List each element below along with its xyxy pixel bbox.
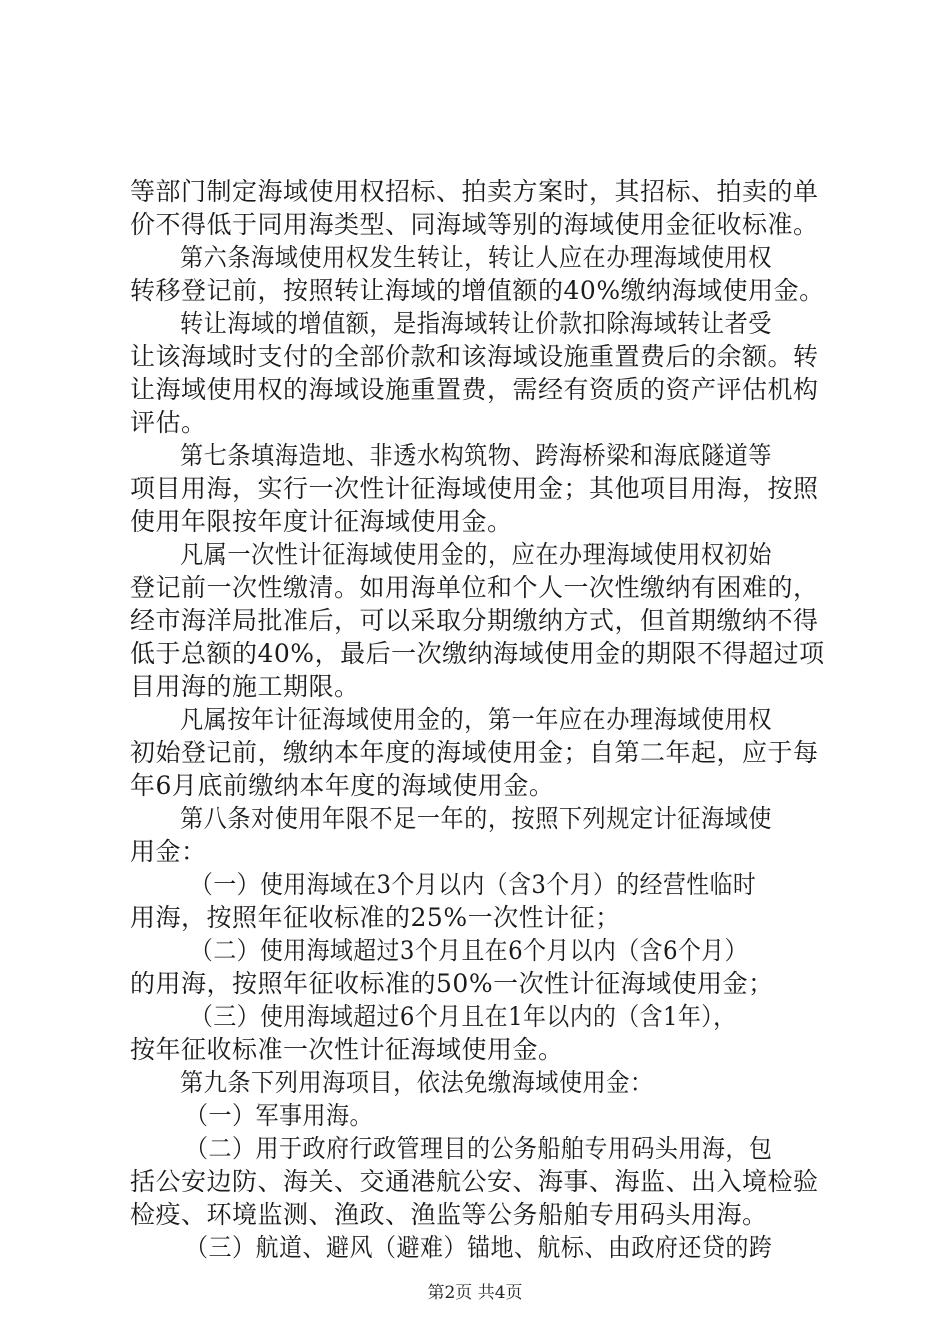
text-line: 项目用海，实行一次性计征海域使用金；其他项目用海，按照 (130, 474, 819, 503)
text-line: （二）使用海域超过3个月且在6个月以内（含6个月） (190, 936, 748, 965)
text-line: 经市海洋局批准后，可以采取分期缴纳方式，但首期缴纳不得 (130, 606, 819, 635)
text-line: （三）航道、避风（避难）锚地、航标、由政府还贷的跨 (185, 1233, 773, 1262)
text-line: （一）军事用海。 (185, 1101, 373, 1130)
text-line: （三）使用海域超过6个月且在1年以内的（含1年）， (190, 1002, 737, 1031)
text-line: 的用海，按照年征收标准的50%一次性计征海域使用金； (130, 969, 774, 998)
text-line: 评估。 (130, 408, 207, 437)
text-line: 低于总额的40%，最后一次缴纳海域使用金的期限不得超过项 (130, 639, 825, 668)
text-line: 转移登记前，按照转让海域的增值额的40%缴纳海域使用金。 (130, 276, 825, 305)
text-line: 让该海域时支付的全部价款和该海域设施重置费后的余额。转 (130, 342, 819, 371)
text-line: 第八条对使用年限不足一年的，按照下列规定计征海域使 (180, 804, 772, 833)
text-line: 等部门制定海域使用权招标、拍卖方案时，其招标、拍卖的单 (130, 177, 819, 206)
text-line: 按年征收标准一次性计征海域使用金。 (130, 1035, 564, 1064)
text-line: 目用海的施工期限。 (130, 672, 360, 701)
text-line: 第六条海域使用权发生转让，转让人应在办理海域使用权 (180, 243, 772, 272)
text-line: 年6月底前缴纳本年度的海域使用金。 (130, 771, 555, 800)
text-line: 初始登记前，缴纳本年度的海域使用金；自第二年起，应于每 (130, 738, 819, 767)
text-line: 凡属按年计征海域使用金的，第一年应在办理海域使用权 (180, 705, 772, 734)
text-line: 第七条填海造地、非透水构筑物、跨海桥梁和海底隧道等 (180, 441, 772, 470)
text-line: 检疫、环境监测、渔政、渔监等公务船舶专用码头用海。 (130, 1200, 768, 1229)
text-line: 用金： (130, 837, 207, 866)
text-line: 凡属一次性计征海域使用金的，应在办理海域使用权初始 (180, 540, 772, 569)
text-line: 转让海域的增值额，是指海域转让价款扣除海域转让者受 (180, 309, 772, 338)
text-line: 价不得低于同用海类型、同海域等别的海域使用金征收标准。 (130, 210, 819, 239)
text-line: （一）使用海域在3个月以内（含3个月）的经营性临时 (190, 870, 757, 899)
text-line: 括公安边防、海关、交通港航公安、海事、海监、出入境检验 (130, 1167, 819, 1196)
text-line: 让海域使用权的海域设施重置费，需经有资质的资产评估机构 (130, 375, 819, 404)
text-line: 用海，按照年征收标准的25%一次性计征； (130, 903, 621, 932)
text-line: 第九条下列用海项目，依法免缴海域使用金： (180, 1068, 654, 1097)
text-line: 登记前一次性缴清。如用海单位和个人一次性缴纳有困难的， (130, 573, 819, 602)
page-number: 第2页 共4页 (427, 1283, 523, 1303)
text-line: 使用年限按年度计征海域使用金。 (130, 507, 513, 536)
text-line: （二）用于政府行政管理目的公务船舶专用码头用海，包 (185, 1134, 773, 1163)
